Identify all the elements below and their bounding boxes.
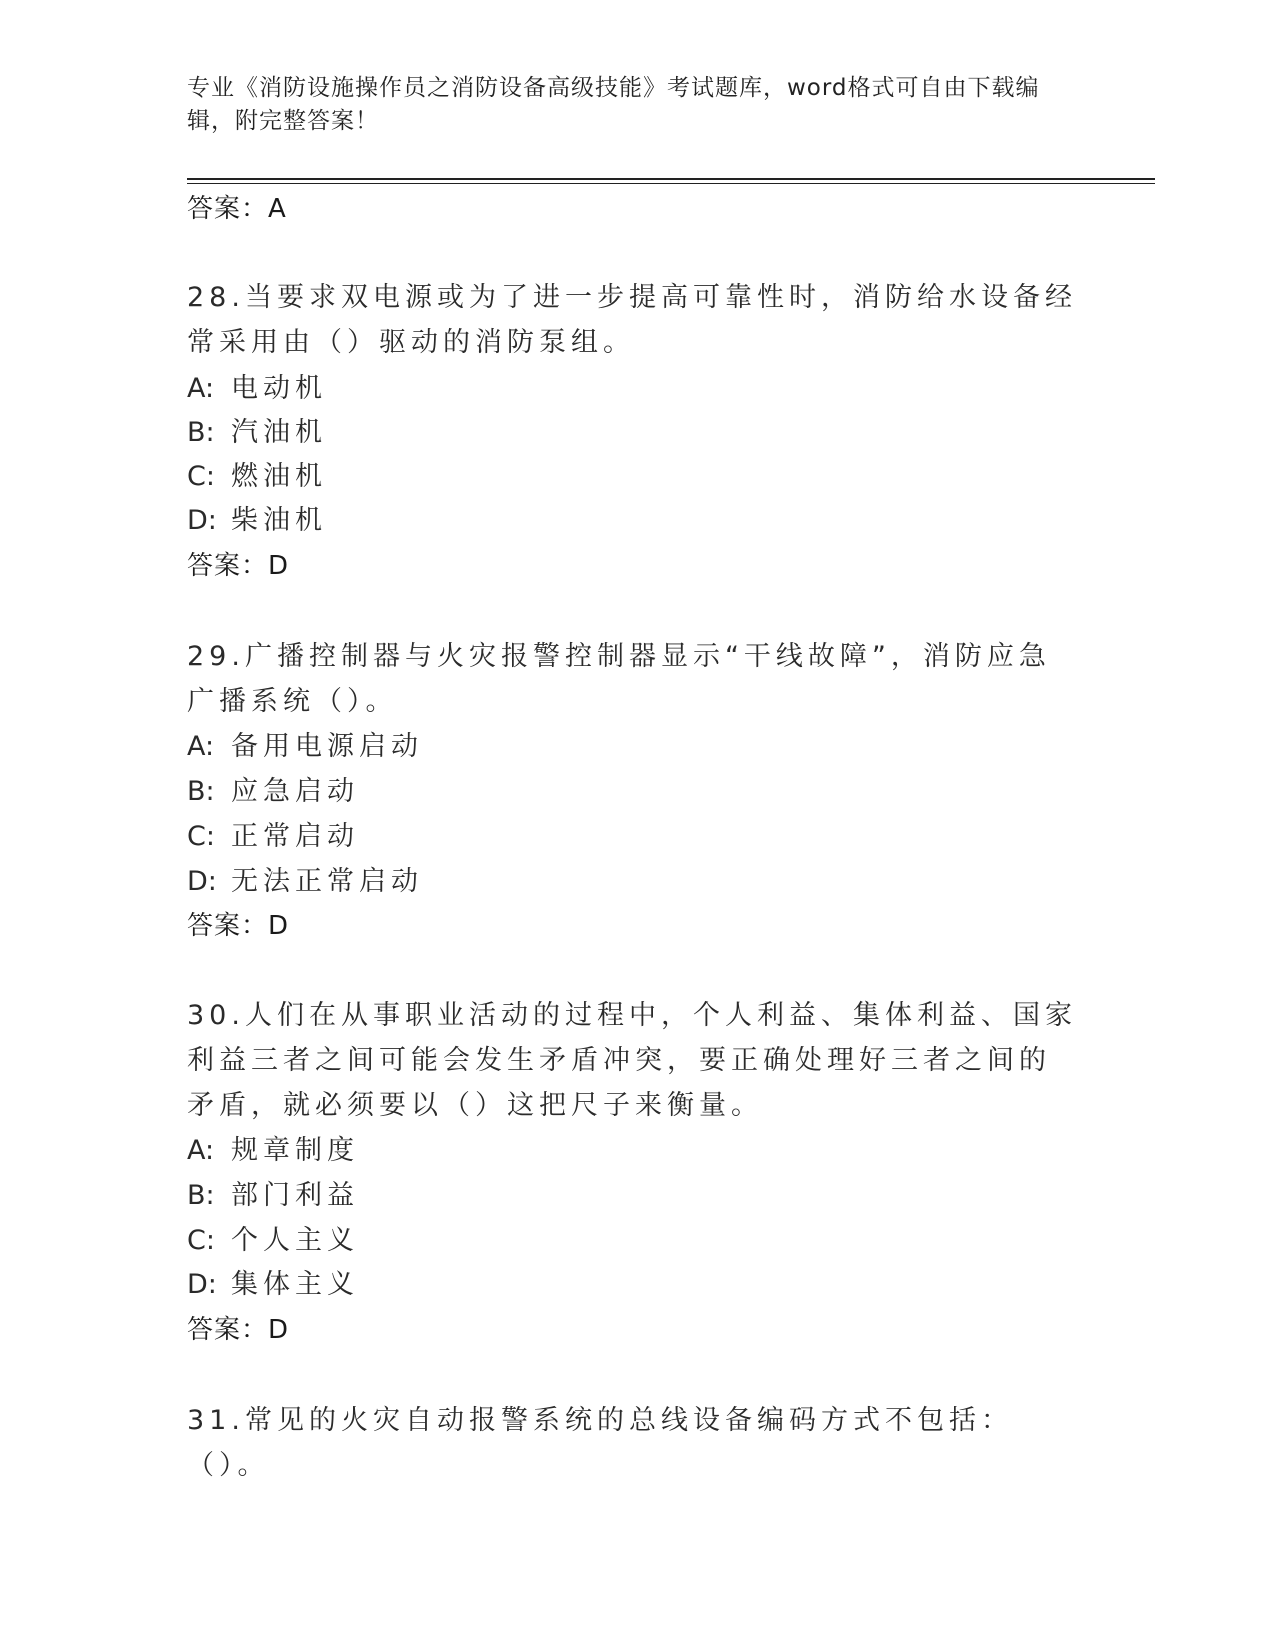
option-text: 燃油机 [231,461,327,492]
question-30-stem: 30.人们在从事职业活动的过程中，个人利益、集体利益、国家利益三者之间可能会发生矛盾冲突，要正确处理好三者之间的矛盾，就必须要以（）这把尺子来衡量。 [187,1000,1077,1121]
option-letter: D: [187,505,217,536]
question-29-stem: 29.广播控制器与火灾报警控制器显示“干线故障”，消防应急广播系统（）。 [187,641,1051,717]
option-text: 部门利益 [231,1180,359,1211]
question-29-option-a [187,730,423,764]
question-28-option-c [187,460,327,494]
option-letter: A: [187,1135,215,1166]
question-30-option-d [187,1268,359,1302]
option-text: 集体主义 [231,1269,359,1300]
option-text: 规章制度 [231,1135,359,1166]
option-text: 电动机 [231,373,327,404]
question-28-option-d [187,504,327,538]
question-30-option-c [187,1224,359,1258]
option-text: 柴油机 [231,505,327,536]
question-30-option-b [187,1179,359,1213]
option-letter: C: [187,821,215,852]
answer-29: 答案：D [187,911,290,941]
question-28-option-b [187,416,327,450]
option-text: 无法正常启动 [231,866,423,897]
option-letter: C: [187,1225,215,1256]
header-divider-thin [187,183,1155,184]
question-29-option-b [187,775,359,809]
option-letter: B: [187,1180,215,1211]
header-divider-thick [187,178,1155,180]
question-28-stem: 28.当要求双电源或为了进一步提高可靠性时，消防给水设备经常采用由（）驱动的消防泵组。 [187,282,1077,358]
question-28-option-a [187,372,327,406]
document-header: 专业《消防设施操作员之消防设备高级技能》考试题库，word格式可自由下载编辑，附完整答案！ [187,75,1040,134]
option-text: 个人主义 [231,1225,359,1256]
option-text: 备用电源启动 [231,731,423,762]
question-29-option-d [187,865,423,899]
option-text: 应急启动 [231,776,359,807]
option-letter: A: [187,373,215,404]
answer-28: 答案：D [187,551,290,581]
option-letter: A: [187,731,215,762]
option-letter: D: [187,866,217,897]
question-29-option-c [187,820,359,854]
answer-30: 答案：D [187,1315,290,1345]
option-letter: B: [187,776,215,807]
question-31-stem: 31.常见的火灾自动报警系统的总线设备编码方式不包括：（）。 [187,1405,1013,1481]
option-letter: C: [187,461,215,492]
option-letter: D: [187,1269,217,1300]
option-letter: B: [187,417,215,448]
option-text: 正常启动 [231,821,359,852]
option-text: 汽油机 [231,417,327,448]
question-30-option-a [187,1134,359,1168]
answer-27: 答案：A [187,194,287,224]
